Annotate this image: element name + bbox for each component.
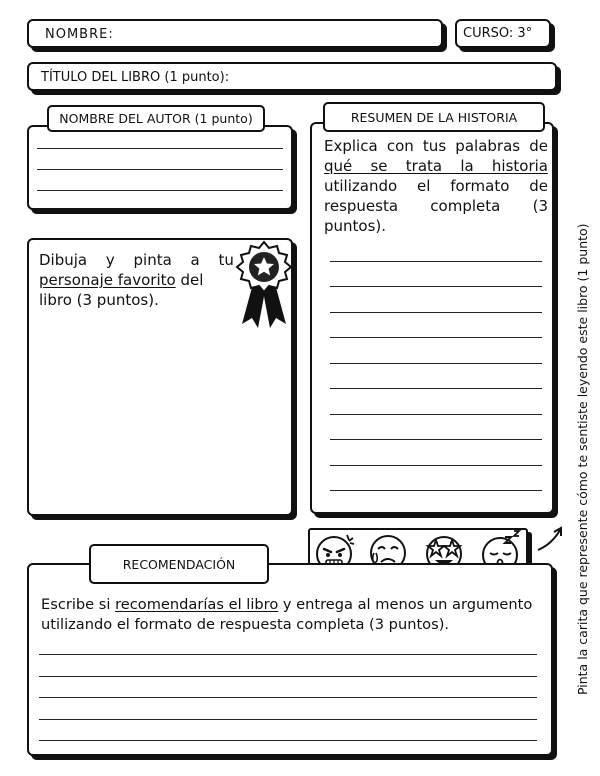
summary-section-label: RESUMEN DE LA HISTORIA (350, 109, 518, 125)
recommendation-prompt (41, 595, 551, 635)
author-section-label: NOMBRE DEL AUTOR (1 punto) (59, 111, 253, 126)
grade-field[interactable] (455, 19, 551, 48)
summary-answer-line[interactable] (330, 465, 542, 466)
author-answer-line[interactable] (37, 190, 283, 191)
recommendation-section-tab (89, 544, 269, 584)
author-section-tab (47, 105, 265, 132)
summary-answer-line[interactable] (330, 490, 542, 491)
name-field[interactable] (27, 19, 443, 48)
recommendation-prompt-end: y entrega al menos un argumento utilizando el formato de respuesta completa (3 puntos). (41, 596, 533, 633)
summary-answer-line[interactable] (330, 388, 542, 389)
summary-answer-line[interactable] (330, 414, 542, 415)
summary-answer-line[interactable] (330, 363, 542, 364)
drawing-prompt-end: del libro (3 puntos). (39, 271, 204, 309)
recommendation-answer-line[interactable] (39, 676, 537, 677)
grade-label: CURSO: 3° (463, 26, 533, 41)
drawing-prompt-underlined: personaje favorito (39, 271, 176, 289)
summary-prompt-start: Explica con tus palabras de (324, 137, 548, 155)
summary-section-tab (323, 102, 545, 132)
summary-prompt (324, 136, 548, 236)
author-box (27, 125, 293, 210)
recommendation-answer-line[interactable] (39, 740, 537, 741)
award-ribbon-icon (232, 240, 296, 330)
drawing-prompt (39, 250, 237, 310)
drawing-prompt-start: Dibuja y pinta a tu (39, 251, 234, 269)
summary-answer-line[interactable] (330, 261, 542, 262)
summary-answer-line[interactable] (330, 312, 542, 313)
book-title-field[interactable] (27, 62, 557, 91)
summary-answer-line[interactable] (330, 286, 542, 287)
summary-answer-line[interactable] (330, 337, 542, 338)
arrow-icon (536, 520, 566, 556)
name-label: NOMBRE: (45, 27, 114, 42)
summary-prompt-end: utilizando el formato de respuesta completa (3 puntos). (324, 177, 548, 235)
recommendation-answer-line[interactable] (39, 654, 537, 655)
recommendation-answer-line[interactable] (39, 719, 537, 720)
recommendation-answer-line[interactable] (39, 697, 537, 698)
side-note: Pinta la carita que represente cómo te sentiste leyendo este libro (1 punto) (575, 223, 590, 695)
recommendation-section-label: RECOMENDACIÓN (122, 556, 236, 572)
recommendation-box (27, 563, 553, 756)
summary-box (310, 122, 554, 514)
summary-prompt-underlined: qué se trata la historia (324, 157, 548, 175)
book-title-label: TÍTULO DEL LIBRO (1 punto): (41, 70, 230, 85)
author-answer-line[interactable] (37, 169, 283, 170)
recommendation-prompt-underlined: recomendarías el libro (115, 596, 279, 613)
author-answer-line[interactable] (37, 148, 283, 149)
summary-answer-line[interactable] (330, 439, 542, 440)
recommendation-prompt-start: Escribe si (41, 596, 111, 613)
